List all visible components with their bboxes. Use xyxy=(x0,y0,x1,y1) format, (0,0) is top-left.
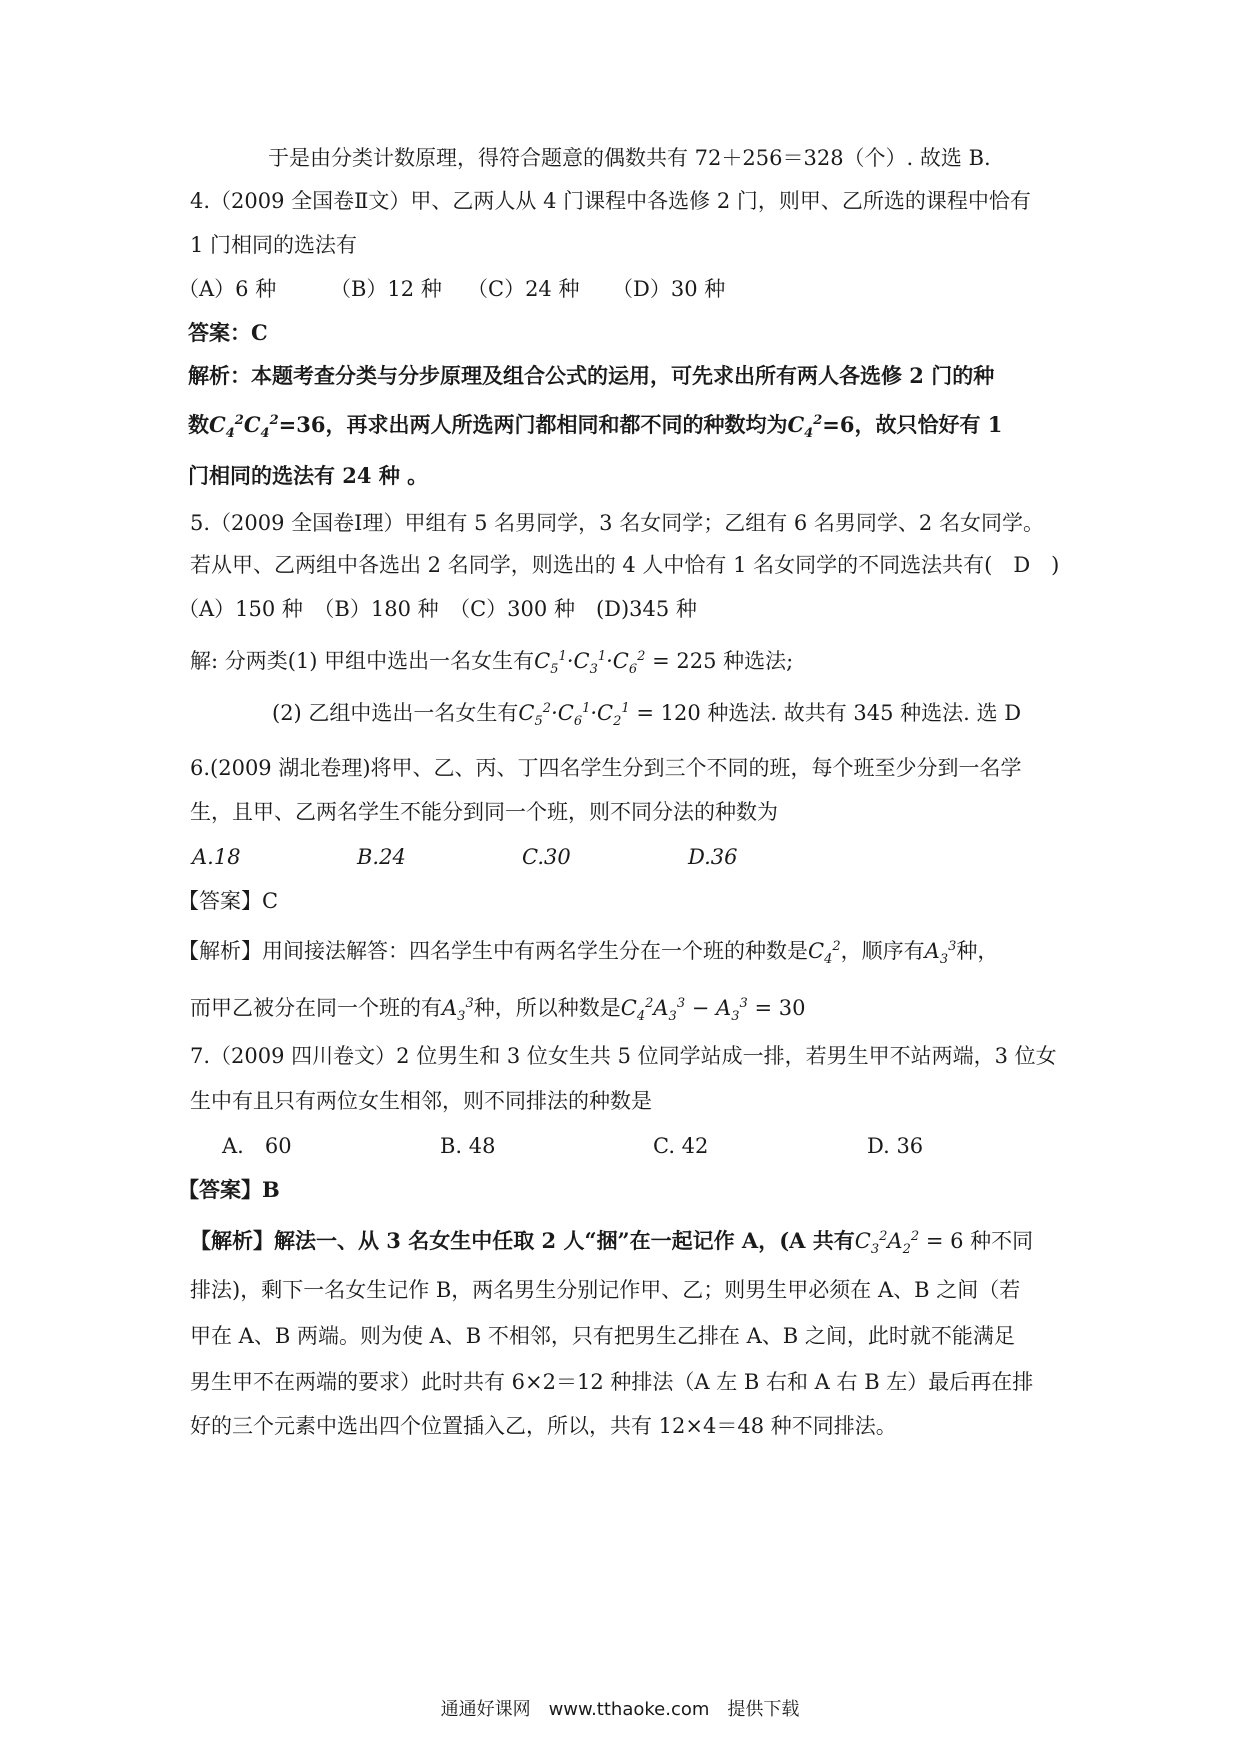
q5-solution-2 xyxy=(272,698,1021,728)
q4-option-d: （D）30 种 xyxy=(612,277,726,301)
q6-analysis-1 xyxy=(178,936,998,966)
question-5-stem: 5.（2009 全国卷Ⅰ理）甲组有 5 名男同学，3 名女同学；乙组有 6 名男同学、2 名女同学。 xyxy=(190,511,1044,535)
question-7-stem-cont: 生中有且只有两位女生相邻，则不同排法的种数是 xyxy=(190,1089,652,1113)
q5-solution-1-pre: 解: 分两类(1) 甲组中选出一名女生有 xyxy=(190,649,535,673)
q6-option-a: A.18 xyxy=(192,845,241,869)
q7-option-a: A. 60 xyxy=(222,1134,292,1158)
formula-c32a22: $C_3^2A_2^2$ xyxy=(854,1229,920,1258)
page-footer: 通通好课网 www.tthaoke.com 提供下载 xyxy=(440,1699,800,1720)
q6-answer: 【答案】C xyxy=(178,889,279,913)
q4-analysis-2-post: =6，故只恰好有 1 xyxy=(822,412,1003,437)
q6-analysis-2-post: = 30 xyxy=(754,996,806,1020)
question-4-stem-cont: 1 门相同的选法有 xyxy=(190,233,358,257)
q7-option-c: C. 42 xyxy=(653,1134,709,1158)
question-5-stem-cont: 若从甲、乙两组中各选出 2 名同学，则选出的 4 人中恰有 1 名女同学的不同选法共有( D ) xyxy=(190,553,1060,577)
formula-c42c42: $C_4^2C_4^2$ xyxy=(209,412,279,442)
q5-options: （A）150 种 （B）180 种 （C）300 种 (D)345 种 xyxy=(178,597,697,621)
q4-option-c: （C）24 种 xyxy=(467,277,580,301)
q7-analysis-2: 排法)，剩下一名女生记作 B，两名男生分别记作甲、乙；则男生甲必须在 A、B 之间（若 xyxy=(190,1278,1021,1302)
q6-analysis-1-post: 种， xyxy=(956,939,999,963)
q5-solution-2-pre: (2) 乙组中选出一名女生有 xyxy=(272,701,519,725)
q6-option-d: D.36 xyxy=(688,845,738,869)
q5-solution-1 xyxy=(190,646,793,676)
formula-c42a33-a33: $C_4^2A_3^3 - A_3^3$ xyxy=(620,996,748,1025)
formula-c52c61c21: $C_5^2\cdot C_6^1\cdot C_2^1$ xyxy=(518,701,630,730)
q7-option-b: B. 48 xyxy=(440,1134,496,1158)
q7-answer: 【答案】B xyxy=(178,1177,280,1202)
question-6-stem-cont: 生，且甲、乙两名学生不能分到同一个班，则不同分法的种数为 xyxy=(190,800,778,824)
q6-analysis-1-mid: ，顺序有 xyxy=(840,939,925,963)
q6-analysis-2 xyxy=(190,993,805,1023)
question-7-stem: 7.（2009 四川卷文）2 位男生和 3 位女生共 5 位同学站成一排，若男生甲不站两端，3 位女 xyxy=(190,1044,1057,1068)
q4-analysis-3: 门相同的选法有 24 种 。 xyxy=(188,463,429,488)
q4-analysis-2 xyxy=(188,410,1002,440)
q7-analysis-1-pre: 【解析】解法一、从 3 名女生中任取 2 人“捆”在一起记作 A，(A 共有 xyxy=(190,1228,855,1253)
text-line: 于是由分类计数原理，得符合题意的偶数共有 72＋256＝328（个）. 故选 B. xyxy=(268,146,991,170)
q7-analysis-3: 甲在 A、B 两端。则为使 A、B 不相邻，只有把男生乙排在 A、B 之间，此时就不能满足 xyxy=(190,1324,1015,1348)
q5-solution-2-post: = 120 种选法. 故共有 345 种选法. 选 D xyxy=(636,701,1022,725)
q4-answer: 答案：C xyxy=(188,320,268,345)
q7-analysis-4: 男生甲不在两端的要求）此时共有 6×2＝12 种排法（A 左 B 右和 A 右 B 左）最后再在排 xyxy=(190,1370,1034,1394)
formula-c51c31c62: $C_5^1\cdot C_3^1\cdot C_6^2$ xyxy=(534,649,646,678)
q7-analysis-5: 好的三个元素中选出四个位置插入乙，所以，共有 12×4＝48 种不同排法。 xyxy=(190,1414,897,1438)
q5-solution-1-post: = 225 种选法; xyxy=(652,649,794,673)
q4-option-b: （B）12 种 xyxy=(330,277,442,301)
formula-a33: $A_3^3$ xyxy=(924,939,957,968)
q7-analysis-1-post: = 6 种不同 xyxy=(925,1229,1034,1253)
formula-c42: $C_4^2$ xyxy=(787,412,823,442)
q6-analysis-1-pre: 【解析】用间接法解答：四名学生中有两名学生分在一个班的种数是 xyxy=(178,939,808,963)
q7-analysis-1 xyxy=(190,1226,1033,1256)
q7-option-d: D. 36 xyxy=(867,1134,924,1158)
q4-analysis-2-pre: 数 xyxy=(188,412,209,437)
q4-option-a: （A）6 种 xyxy=(178,277,277,301)
q4-analysis-2-mid: =36，再求出两人所选两门都相同和都不同的种数均为 xyxy=(278,412,788,437)
question-4-stem: 4.（2009 全国卷Ⅱ文）甲、乙两人从 4 门课程中各选修 2 门，则甲、乙所选的课程中恰有 xyxy=(190,189,1031,213)
q6-option-c: C.30 xyxy=(522,845,571,869)
q6-analysis-2-pre: 而甲乙被分在同一个班的有 xyxy=(190,996,442,1020)
question-6-stem: 6.(2009 湖北卷理)将甲、乙、丙、丁四名学生分到三个不同的班，每个班至少分到一名学 xyxy=(190,756,1022,780)
formula-a33: $A_3^3$ xyxy=(442,996,474,1025)
q6-analysis-2-mid: 种，所以种数是 xyxy=(473,996,621,1020)
q6-option-b: B.24 xyxy=(357,845,406,869)
q4-analysis-1: 解析：本题考查分类与分步原理及组合公式的运用，可先求出所有两人各选修 2 门的种 xyxy=(188,363,995,388)
formula-c42: $C_4^2$ xyxy=(808,939,841,968)
